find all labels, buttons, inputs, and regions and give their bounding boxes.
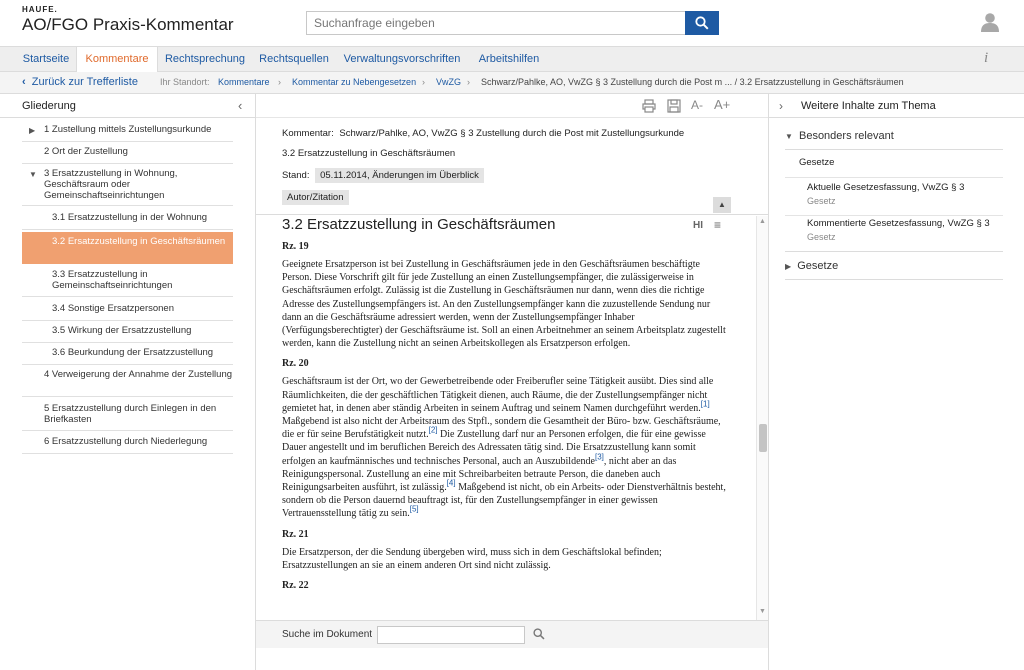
search-button[interactable] (685, 11, 719, 35)
header (0, 0, 1024, 46)
toc-item-5[interactable] (22, 403, 233, 431)
search-input[interactable] (306, 11, 686, 35)
nav-arbeitshilfen[interactable]: Arbeitshilfen (478, 53, 540, 65)
stand-label: Stand: (282, 170, 310, 181)
toc-header (0, 94, 255, 118)
text-segment: , nicht aber an das Reinigungspersonal. Zustellung an eine mit Schreibarbeiten betraute Person, die daneben auch Reinigungsarbeiten ausführt, ist zulässig. (282, 455, 677, 494)
related-item-title: Aktuelle Gesetzesfassung, VwZG § 3 (807, 182, 965, 193)
footnote-link[interactable]: [4] (446, 478, 456, 488)
rz-21-label: Rz. 21 (282, 528, 309, 540)
toc-label: 3.6 Beurkundung der Ersatzzustellung (52, 347, 214, 358)
rz-20-text (282, 375, 730, 520)
brand-logo: HAUFE. (22, 5, 58, 14)
related-item-title: Kommentierte Gesetzesfassung, VwZG § 3 (807, 218, 990, 229)
content-scrollbar[interactable] (756, 216, 768, 620)
collapse-right-icon[interactable]: › (779, 99, 783, 113)
caret-right-icon: ▶ (785, 262, 792, 271)
breadcrumb-label: Ihr Standort: (160, 77, 210, 87)
text-segment: Maßgebend ist also nicht der Arbeitsraum des Stpfl., sondern die Gesamtheit der Büro- bzw. Geschäftsräume, die er für seine Berufstätigkeit nutzt. (282, 416, 721, 441)
back-label: Zurück zur Trefferliste (31, 76, 138, 88)
document-meta (256, 118, 768, 214)
text-segment: Geschäftsraum ist der Ort, wo der Gewerbetreibende oder Freiberufler seine Tätigkeit ausübt. Dies sind alle Räumlichkeiten, die der geschäftlichen Tätigkeit dienen, auch Räume, die der Zustellungsempfänger nicht gemietet hat, in denen aber ständig Arbeiten in seinem Auftrag und seinem Namen durchgeführt werden. (282, 376, 714, 414)
print-icon[interactable] (642, 99, 656, 113)
app-title: AO/FGO Praxis-Kommentar (22, 15, 234, 34)
related-item-sub: Gesetz (807, 196, 836, 206)
gesetze-sub-label: Gesetze (799, 157, 835, 168)
footnote-link[interactable]: [3] (594, 452, 604, 462)
search-icon[interactable] (533, 628, 545, 640)
rz-21-text: Die Ersatzperson, der die Sendung übergeben wird, muss sich in dem Geschäftslokal befinden; Ersatzzustellungen an sie an einem anderen Ort sind nicht zulässig. (282, 546, 662, 571)
nav-verwaltungsvorschriften[interactable]: Verwaltungsvorschriften (343, 53, 461, 65)
back-to-results-link[interactable] (22, 72, 138, 93)
rz-19-text: Geeignete Ersatzperson ist bei Zustellung in Geschäftsräumen jede in den Geschäftsräumen beschäftigte Person. Diese Vorschrift gilt für jede Zustellung an einen Zustellungsempfänger, die zulässigerweise in Geschäftsräumen erfolgt. Zulässig ist die Zustellung in Geschäftsräumen nur dann, wenn dies die richtige Adresse des Zustellungsempfängers ist. An den Zustellungsempfänger kann die zuzustellende Sendung nur dann an die Geschäftsräume adressiert werden, wenn der Zustellungsempfänger Inhaber (Verfügungsberechtigter) der Geschäftsräume ist. Soll an einen Arbeitnehmer an seinem Arbeitsplatz zugestellt werden, kann die Zustellung nicht an seinen Arbeitskollegen als Ersatzperson erfolgen. (282, 259, 726, 350)
breadcrumb (0, 72, 1024, 94)
toc-label: 3.5 Wirkung der Ersatzzustellung (52, 325, 192, 336)
caret-down-icon: ▼ (29, 170, 37, 179)
document-panel (256, 94, 768, 670)
chevron-right-icon: › (467, 77, 470, 87)
footnote-link[interactable]: [1] (700, 399, 710, 409)
toc-item-2[interactable] (22, 146, 233, 164)
toc-label: 5 Ersatzzustellung durch Einlegen in den Briefkasten (44, 403, 217, 425)
nav-kommentare[interactable]: Kommentare (76, 47, 158, 72)
related-panel (768, 94, 1024, 670)
autor-zitation-button[interactable]: Autor/Zitation (282, 190, 349, 205)
stand-row (282, 168, 484, 183)
document-search-bar (256, 620, 768, 648)
font-smaller-button[interactable]: A- (691, 98, 703, 112)
toc-item-1[interactable] (22, 124, 233, 142)
scroll-down-icon[interactable]: ▼ (759, 608, 766, 615)
highlight-toggle-button[interactable]: HI (693, 220, 703, 231)
breadcrumb-nebengesetze[interactable]: Kommentar zu Nebengesetzen (292, 77, 417, 87)
besonders-relevant-label: Besonders relevant (798, 130, 894, 142)
toc-title: Gliederung (22, 100, 76, 112)
besonders-relevant-toggle[interactable] (785, 130, 1003, 150)
toc-item-3-5[interactable] (22, 325, 233, 343)
related-item-kommentierte[interactable] (785, 218, 1003, 252)
toc-label: 1 Zustellung mittels Zustellungsurkunde (44, 124, 212, 135)
toc-label: 3.3 Ersatzzustellung in Gemeinschaftseinrichtungen (52, 269, 173, 291)
font-larger-button[interactable]: A+ (714, 97, 731, 112)
document-content (282, 216, 730, 620)
rz-20-label: Rz. 20 (282, 358, 309, 370)
toc-label: 3.2 Ersatzzustellung in Geschäftsräumen (52, 236, 226, 247)
toc-item-3-1[interactable] (22, 212, 233, 230)
divider (256, 214, 768, 215)
scroll-up-icon[interactable]: ▲ (759, 218, 766, 225)
toc-label: 3.1 Ersatzzustellung in der Wohnung (52, 212, 208, 223)
chevron-right-icon: › (422, 77, 425, 87)
nav-rechtsquellen[interactable]: Rechtsquellen (259, 53, 329, 65)
nav-startseite[interactable]: Startseite (22, 53, 70, 65)
toc-item-3-2[interactable] (22, 232, 233, 264)
menu-icon[interactable]: ≡ (714, 218, 722, 232)
footnote-link[interactable]: [5] (409, 505, 419, 515)
related-header (769, 94, 1024, 118)
doc-search-input[interactable] (377, 626, 525, 644)
kommentar-row (282, 128, 684, 139)
toc-label: 6 Ersatzzustellung durch Niederlegung (44, 436, 208, 447)
gesetze-toggle[interactable] (785, 260, 1003, 280)
caret-right-icon: ▶ (29, 126, 36, 135)
toc-panel (0, 94, 256, 670)
related-item-aktuelle[interactable] (785, 182, 1003, 216)
gesetze-subheading (785, 156, 1003, 178)
kommentar-label: Kommentar: (282, 128, 334, 139)
toc-item-3-4[interactable] (22, 303, 233, 321)
caret-down-icon: ▼ (785, 132, 793, 141)
info-icon[interactable]: i (984, 50, 989, 66)
breadcrumb-kommentare[interactable]: Kommentare (218, 77, 270, 87)
toc-item-3-3[interactable] (22, 269, 233, 297)
section-row: 3.2 Ersatzzustellung in Geschäftsräumen (282, 148, 456, 159)
text-segment: Maßgebend ist nicht, ob ein Arbeits- oder Dienstverhältnis besteht, sondern ob die Person dauernd beauftragt ist, für den Zustellungsempfänger in einer gewissen Vertrauensstellung tätig zu sein. (282, 482, 726, 520)
main-nav (0, 46, 1024, 72)
search-icon (695, 16, 709, 30)
breadcrumb-current: Schwarz/Pahlke, AO, VwZG § 3 Zustellung durch die Post m ... / 3.2 Ersatzzustellung in Geschäftsräumen (481, 77, 904, 87)
autor-row (282, 190, 349, 205)
text-segment: Die Zustellung darf nur an Personen erfolgen, die für eine gewisse Dauer angestellt und im beruflichen Bereich des Adressaten tätig sind. Die Ersatzzustellung kann somit erfolgen an kaufmännisches und technisches Personal, auch an Auszubildende (282, 429, 706, 467)
toc-item-3-6[interactable] (22, 347, 233, 365)
toc-label: 4 Verweigerung der Annahme der Zustellung (44, 369, 233, 380)
document-toolbar (256, 94, 768, 118)
toc-item-3[interactable] (22, 168, 233, 206)
collapse-left-icon[interactable]: ‹ (238, 98, 243, 113)
footnote-link[interactable]: [2] (428, 425, 438, 435)
content-heading: 3.2 Ersatzzustellung in Geschäftsräumen (282, 216, 556, 233)
chevron-up-icon: ▲ (718, 200, 726, 209)
breadcrumb-vwzg[interactable]: VwZG (436, 77, 462, 87)
rz-19-label: Rz. 19 (282, 241, 309, 252)
save-icon[interactable] (667, 99, 681, 113)
toc-label: 3.4 Sonstige Ersatzpersonen (52, 303, 174, 314)
chevron-left-icon: ‹ (22, 76, 26, 88)
toc-label: 2 Ort der Zustellung (44, 146, 128, 157)
toc-label: 3 Ersatzzustellung in Wohnung, Geschäftsraum oder Gemeinschaftseinrichtungen (44, 168, 178, 201)
nav-rechtsprechung[interactable]: Rechtsprechung (164, 53, 246, 65)
toc-item-4[interactable] (22, 369, 233, 397)
scroll-thumb[interactable] (759, 424, 767, 452)
chevron-right-icon: › (278, 77, 281, 87)
rz-22-label: Rz. 22 (282, 580, 309, 592)
related-item-sub: Gesetz (807, 232, 836, 242)
user-avatar-icon[interactable] (980, 12, 1000, 32)
toc-item-6[interactable] (22, 436, 233, 454)
doc-search-label: Suche im Dokument (282, 629, 373, 640)
stand-value-link[interactable]: 05.11.2014, Änderungen im Überblick (315, 168, 484, 183)
collapse-meta-button[interactable] (713, 197, 731, 213)
kommentar-value: Schwarz/Pahlke, AO, VwZG § 3 Zustellung durch die Post mit Zustellungsurkunde (339, 128, 685, 139)
related-title: Weitere Inhalte zum Thema (801, 100, 936, 112)
gesetze-label: Gesetze (797, 260, 839, 272)
